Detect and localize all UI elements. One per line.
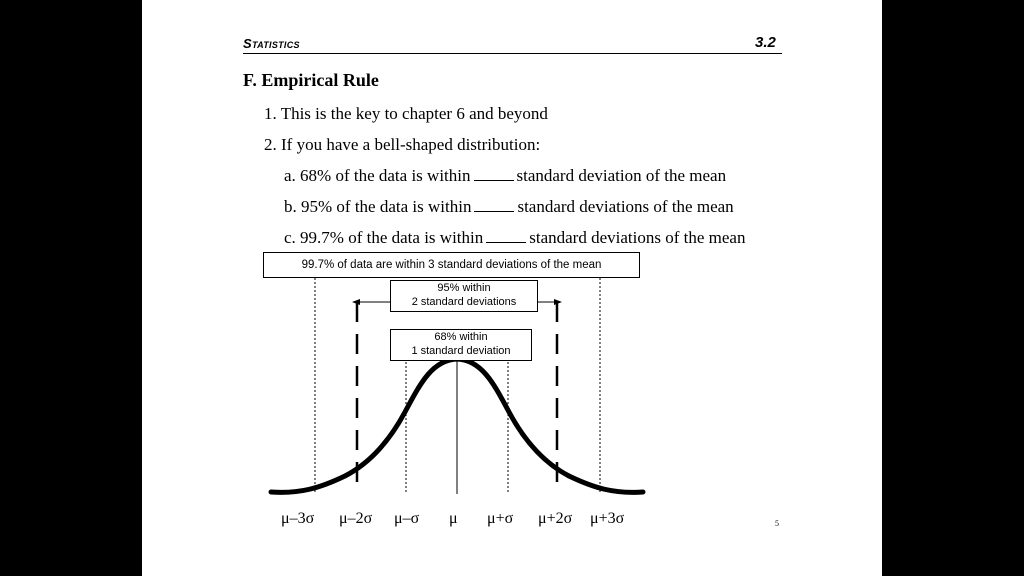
sub-item-letter: a. — [284, 166, 296, 185]
page-number: 5 — [775, 519, 779, 528]
box-95-percent — [390, 280, 538, 312]
box-95-label-line2: 2 standard deviations — [411, 296, 517, 308]
box-68-percent — [390, 329, 532, 361]
sub-item-letter: b. — [284, 197, 297, 216]
box-68-label-line1: 68% within — [434, 331, 488, 343]
list-item-text: If you have a bell-shaped distribution: — [281, 135, 541, 154]
sub-item-text: 95% of the data is within — [301, 197, 472, 216]
list-item-number: 1. — [264, 104, 277, 123]
header-section-number: 3.2 — [755, 34, 776, 51]
sub-item-text: standard deviation of the mean — [516, 166, 727, 185]
list-item-number: 2. — [264, 135, 277, 154]
axis-label: μ+2σ — [538, 510, 573, 527]
axis-label: μ+σ — [487, 510, 514, 527]
axis-label: μ–3σ — [281, 510, 315, 527]
box-99-7-label: 99.7% of data are within 3 standard deviations of the mean — [301, 259, 602, 271]
section-title: F. Empirical Rule — [243, 70, 379, 90]
sub-item-text: standard deviations of the mean — [517, 197, 734, 216]
sub-item-text: 99.7% of the data is within — [300, 228, 484, 247]
box-95-label-line1: 95% within — [437, 282, 491, 294]
axis-label: μ+3σ — [590, 510, 625, 527]
header-subject: Statistics — [243, 36, 300, 51]
box-68-label-line2: 1 standard deviation — [411, 345, 511, 357]
sub-item-text: 68% of the data is within — [300, 166, 471, 185]
box-99-7-percent — [263, 252, 640, 278]
axis-label: μ–2σ — [339, 510, 373, 527]
sub-item-letter: c. — [284, 228, 296, 247]
axis-label: μ — [449, 510, 458, 527]
list-item-text: This is the key to chapter 6 and beyond — [280, 104, 548, 123]
sub-item-text: standard deviations of the mean — [529, 228, 746, 247]
axis-label: μ–σ — [394, 510, 420, 527]
